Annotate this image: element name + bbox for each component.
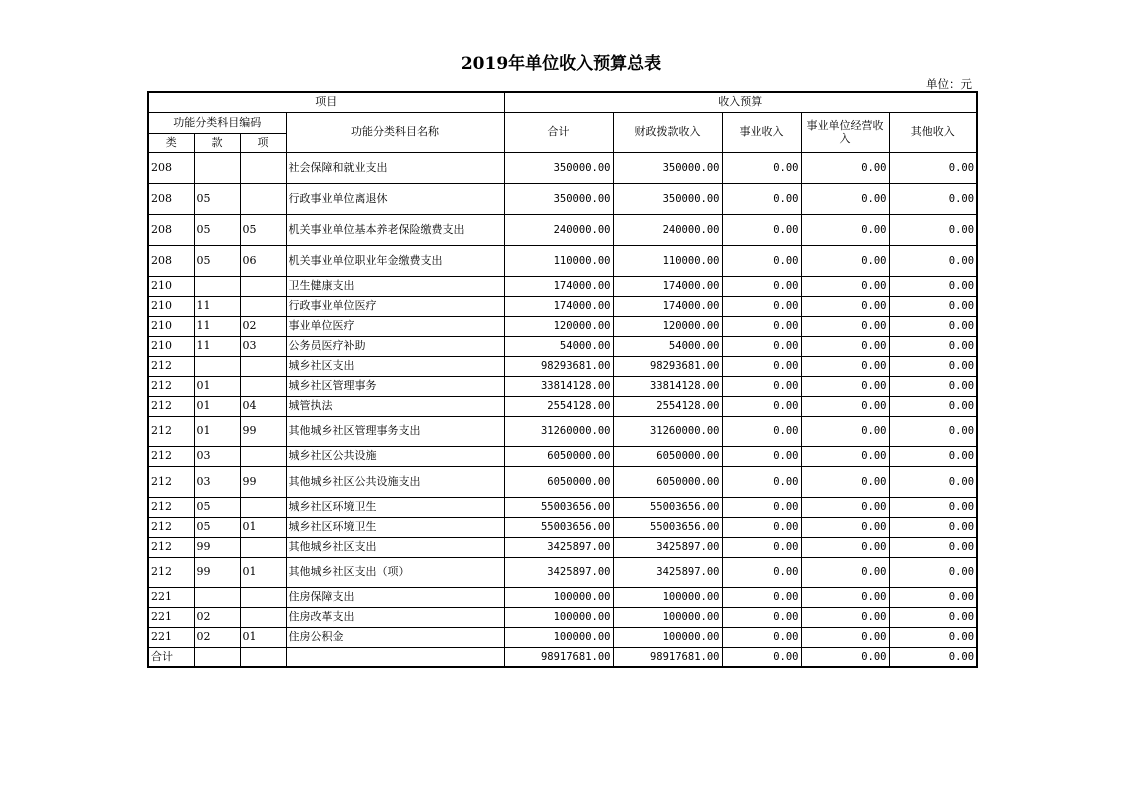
cell-other: 0.00	[889, 396, 977, 416]
cell-lei: 210	[148, 296, 194, 316]
cell-other: 0.00	[889, 336, 977, 356]
cell-xiang	[240, 607, 286, 627]
cell-business: 0.00	[722, 627, 801, 647]
cell-operation: 0.00	[801, 336, 889, 356]
table-row	[148, 497, 977, 517]
cell-lei: 208	[148, 152, 194, 183]
total-empty-name	[286, 647, 504, 667]
total-business: 0.00	[722, 647, 801, 667]
header-project: 项目	[148, 92, 504, 112]
cell-fiscal: 350000.00	[613, 183, 722, 214]
cell-xiang	[240, 376, 286, 396]
cell-lei: 212	[148, 446, 194, 466]
cell-lei: 208	[148, 214, 194, 245]
table-row	[148, 316, 977, 336]
cell-fiscal: 3425897.00	[613, 557, 722, 587]
cell-operation: 0.00	[801, 627, 889, 647]
cell-name: 城乡社区管理事务	[286, 376, 504, 396]
table-row	[148, 446, 977, 466]
cell-operation: 0.00	[801, 183, 889, 214]
cell-fiscal: 54000.00	[613, 336, 722, 356]
header-func-code: 功能分类科目编码	[148, 112, 286, 133]
header-business-operation: 事业单位经营收入	[801, 112, 889, 152]
cell-operation: 0.00	[801, 517, 889, 537]
header-kuan: 款	[194, 133, 240, 152]
cell-fiscal: 174000.00	[613, 296, 722, 316]
cell-name: 事业单位医疗	[286, 316, 504, 336]
cell-kuan: 01	[194, 396, 240, 416]
cell-total: 55003656.00	[504, 497, 613, 517]
cell-name: 住房改革支出	[286, 607, 504, 627]
cell-business: 0.00	[722, 316, 801, 336]
total-total: 98917681.00	[504, 647, 613, 667]
table-row	[148, 183, 977, 214]
table-row	[148, 607, 977, 627]
cell-fiscal: 100000.00	[613, 627, 722, 647]
cell-fiscal: 6050000.00	[613, 446, 722, 466]
cell-lei: 212	[148, 517, 194, 537]
cell-business: 0.00	[722, 497, 801, 517]
cell-fiscal: 120000.00	[613, 316, 722, 336]
cell-operation: 0.00	[801, 537, 889, 557]
cell-name: 城乡社区公共设施	[286, 446, 504, 466]
table-row	[148, 627, 977, 647]
cell-total: 3425897.00	[504, 557, 613, 587]
cell-kuan	[194, 356, 240, 376]
cell-xiang	[240, 152, 286, 183]
cell-fiscal: 2554128.00	[613, 396, 722, 416]
cell-total: 98293681.00	[504, 356, 613, 376]
cell-operation: 0.00	[801, 356, 889, 376]
cell-name: 其他城乡社区公共设施支出	[286, 466, 504, 497]
cell-total: 120000.00	[504, 316, 613, 336]
total-label: 合计	[148, 647, 194, 667]
cell-lei: 212	[148, 557, 194, 587]
cell-name: 社会保障和就业支出	[286, 152, 504, 183]
cell-lei: 212	[148, 537, 194, 557]
cell-business: 0.00	[722, 336, 801, 356]
cell-xiang: 99	[240, 466, 286, 497]
cell-total: 100000.00	[504, 607, 613, 627]
cell-operation: 0.00	[801, 245, 889, 276]
cell-xiang	[240, 276, 286, 296]
cell-kuan: 11	[194, 316, 240, 336]
cell-xiang	[240, 587, 286, 607]
cell-business: 0.00	[722, 376, 801, 396]
cell-fiscal: 31260000.00	[613, 416, 722, 446]
cell-operation: 0.00	[801, 296, 889, 316]
cell-other: 0.00	[889, 537, 977, 557]
header-income-budget: 收入预算	[504, 92, 977, 112]
cell-kuan: 05	[194, 497, 240, 517]
cell-xiang	[240, 356, 286, 376]
cell-business: 0.00	[722, 396, 801, 416]
cell-other: 0.00	[889, 627, 977, 647]
cell-xiang: 01	[240, 627, 286, 647]
total-row	[148, 647, 977, 667]
cell-name: 住房保障支出	[286, 587, 504, 607]
header-lei: 类	[148, 133, 194, 152]
cell-name: 城管执法	[286, 396, 504, 416]
cell-kuan: 05	[194, 214, 240, 245]
table-row	[148, 276, 977, 296]
header-func-name: 功能分类科目名称	[286, 112, 504, 152]
cell-lei: 221	[148, 587, 194, 607]
cell-kuan	[194, 587, 240, 607]
header-total: 合计	[504, 112, 613, 152]
cell-business: 0.00	[722, 557, 801, 587]
cell-business: 0.00	[722, 296, 801, 316]
cell-total: 6050000.00	[504, 446, 613, 466]
cell-operation: 0.00	[801, 446, 889, 466]
cell-total: 110000.00	[504, 245, 613, 276]
cell-lei: 212	[148, 466, 194, 497]
cell-business: 0.00	[722, 416, 801, 446]
cell-name: 城乡社区支出	[286, 356, 504, 376]
cell-fiscal: 110000.00	[613, 245, 722, 276]
cell-other: 0.00	[889, 296, 977, 316]
cell-total: 55003656.00	[504, 517, 613, 537]
cell-name: 机关事业单位基本养老保险缴费支出	[286, 214, 504, 245]
cell-business: 0.00	[722, 517, 801, 537]
cell-kuan	[194, 152, 240, 183]
cell-lei: 212	[148, 356, 194, 376]
cell-total: 31260000.00	[504, 416, 613, 446]
table-row	[148, 557, 977, 587]
cell-kuan: 01	[194, 376, 240, 396]
cell-other: 0.00	[889, 557, 977, 587]
header-fiscal: 财政拨款收入	[613, 112, 722, 152]
cell-kuan: 05	[194, 183, 240, 214]
cell-lei: 210	[148, 276, 194, 296]
total-operation: 0.00	[801, 647, 889, 667]
table-row	[148, 214, 977, 245]
cell-operation: 0.00	[801, 152, 889, 183]
cell-xiang	[240, 183, 286, 214]
cell-fiscal: 98293681.00	[613, 356, 722, 376]
cell-fiscal: 100000.00	[613, 607, 722, 627]
cell-other: 0.00	[889, 214, 977, 245]
cell-lei: 208	[148, 245, 194, 276]
cell-operation: 0.00	[801, 587, 889, 607]
budget-table	[147, 91, 978, 668]
cell-other: 0.00	[889, 183, 977, 214]
cell-total: 6050000.00	[504, 466, 613, 497]
cell-kuan: 99	[194, 537, 240, 557]
cell-name: 其他城乡社区管理事务支出	[286, 416, 504, 446]
cell-fiscal: 6050000.00	[613, 466, 722, 497]
cell-operation: 0.00	[801, 607, 889, 627]
table-row	[148, 396, 977, 416]
cell-other: 0.00	[889, 446, 977, 466]
cell-lei: 210	[148, 336, 194, 356]
cell-total: 174000.00	[504, 296, 613, 316]
cell-operation: 0.00	[801, 497, 889, 517]
cell-business: 0.00	[722, 152, 801, 183]
table-row	[148, 152, 977, 183]
cell-xiang: 03	[240, 336, 286, 356]
cell-business: 0.00	[722, 587, 801, 607]
cell-xiang: 02	[240, 316, 286, 336]
table-row	[148, 336, 977, 356]
total-empty-xiang	[240, 647, 286, 667]
cell-other: 0.00	[889, 587, 977, 607]
cell-name: 卫生健康支出	[286, 276, 504, 296]
table-row	[148, 587, 977, 607]
cell-business: 0.00	[722, 183, 801, 214]
cell-name: 其他城乡社区支出（项）	[286, 557, 504, 587]
cell-business: 0.00	[722, 537, 801, 557]
cell-fiscal: 240000.00	[613, 214, 722, 245]
cell-operation: 0.00	[801, 466, 889, 497]
cell-operation: 0.00	[801, 557, 889, 587]
cell-kuan: 03	[194, 466, 240, 497]
cell-total: 350000.00	[504, 183, 613, 214]
cell-xiang	[240, 537, 286, 557]
cell-operation: 0.00	[801, 316, 889, 336]
table-row	[148, 466, 977, 497]
cell-total: 350000.00	[504, 152, 613, 183]
cell-lei: 212	[148, 497, 194, 517]
cell-business: 0.00	[722, 446, 801, 466]
cell-total: 33814128.00	[504, 376, 613, 396]
cell-other: 0.00	[889, 316, 977, 336]
cell-lei: 221	[148, 607, 194, 627]
table-row	[148, 245, 977, 276]
cell-other: 0.00	[889, 497, 977, 517]
total-other: 0.00	[889, 647, 977, 667]
cell-fiscal: 350000.00	[613, 152, 722, 183]
cell-other: 0.00	[889, 356, 977, 376]
cell-xiang	[240, 497, 286, 517]
header-xiang: 项	[240, 133, 286, 152]
cell-other: 0.00	[889, 245, 977, 276]
table-row	[148, 517, 977, 537]
cell-kuan: 11	[194, 336, 240, 356]
table-row	[148, 537, 977, 557]
cell-name: 行政事业单位离退休	[286, 183, 504, 214]
cell-other: 0.00	[889, 152, 977, 183]
cell-name: 住房公积金	[286, 627, 504, 647]
cell-name: 行政事业单位医疗	[286, 296, 504, 316]
cell-fiscal: 174000.00	[613, 276, 722, 296]
unit-label: 单位：元	[926, 77, 972, 91]
cell-xiang: 01	[240, 517, 286, 537]
cell-fiscal: 55003656.00	[613, 497, 722, 517]
cell-other: 0.00	[889, 376, 977, 396]
cell-xiang: 04	[240, 396, 286, 416]
cell-lei: 221	[148, 627, 194, 647]
header-business: 事业收入	[722, 112, 801, 152]
cell-xiang	[240, 296, 286, 316]
total-fiscal: 98917681.00	[613, 647, 722, 667]
cell-business: 0.00	[722, 607, 801, 627]
cell-xiang: 06	[240, 245, 286, 276]
cell-fiscal: 100000.00	[613, 587, 722, 607]
cell-total: 240000.00	[504, 214, 613, 245]
cell-kuan: 01	[194, 416, 240, 446]
cell-business: 0.00	[722, 276, 801, 296]
cell-lei: 212	[148, 396, 194, 416]
cell-kuan: 03	[194, 446, 240, 466]
cell-business: 0.00	[722, 214, 801, 245]
cell-fiscal: 3425897.00	[613, 537, 722, 557]
cell-kuan: 02	[194, 607, 240, 627]
cell-kuan: 05	[194, 517, 240, 537]
cell-kuan: 99	[194, 557, 240, 587]
cell-name: 公务员医疗补助	[286, 336, 504, 356]
cell-operation: 0.00	[801, 276, 889, 296]
cell-total: 174000.00	[504, 276, 613, 296]
cell-name: 其他城乡社区支出	[286, 537, 504, 557]
page-title: 2019年单位收入预算总表	[460, 54, 662, 74]
table-row	[148, 356, 977, 376]
table-row	[148, 376, 977, 396]
total-empty-kuan	[194, 647, 240, 667]
cell-business: 0.00	[722, 466, 801, 497]
cell-lei: 210	[148, 316, 194, 336]
cell-xiang: 99	[240, 416, 286, 446]
cell-kuan: 11	[194, 296, 240, 316]
cell-xiang	[240, 446, 286, 466]
cell-kuan: 05	[194, 245, 240, 276]
cell-operation: 0.00	[801, 214, 889, 245]
cell-name: 城乡社区环境卫生	[286, 497, 504, 517]
cell-fiscal: 55003656.00	[613, 517, 722, 537]
cell-kuan	[194, 276, 240, 296]
cell-total: 2554128.00	[504, 396, 613, 416]
cell-other: 0.00	[889, 607, 977, 627]
cell-total: 3425897.00	[504, 537, 613, 557]
cell-total: 100000.00	[504, 627, 613, 647]
cell-other: 0.00	[889, 416, 977, 446]
cell-name: 城乡社区环境卫生	[286, 517, 504, 537]
cell-xiang: 01	[240, 557, 286, 587]
cell-fiscal: 33814128.00	[613, 376, 722, 396]
cell-other: 0.00	[889, 466, 977, 497]
header-other: 其他收入	[889, 112, 977, 152]
table-row	[148, 296, 977, 316]
cell-other: 0.00	[889, 276, 977, 296]
cell-business: 0.00	[722, 245, 801, 276]
table-row	[148, 416, 977, 446]
cell-lei: 212	[148, 376, 194, 396]
cell-xiang: 05	[240, 214, 286, 245]
cell-operation: 0.00	[801, 376, 889, 396]
cell-total: 100000.00	[504, 587, 613, 607]
cell-kuan: 02	[194, 627, 240, 647]
cell-operation: 0.00	[801, 416, 889, 446]
cell-business: 0.00	[722, 356, 801, 376]
cell-operation: 0.00	[801, 396, 889, 416]
cell-lei: 208	[148, 183, 194, 214]
cell-total: 54000.00	[504, 336, 613, 356]
cell-other: 0.00	[889, 517, 977, 537]
cell-name: 机关事业单位职业年金缴费支出	[286, 245, 504, 276]
cell-lei: 212	[148, 416, 194, 446]
